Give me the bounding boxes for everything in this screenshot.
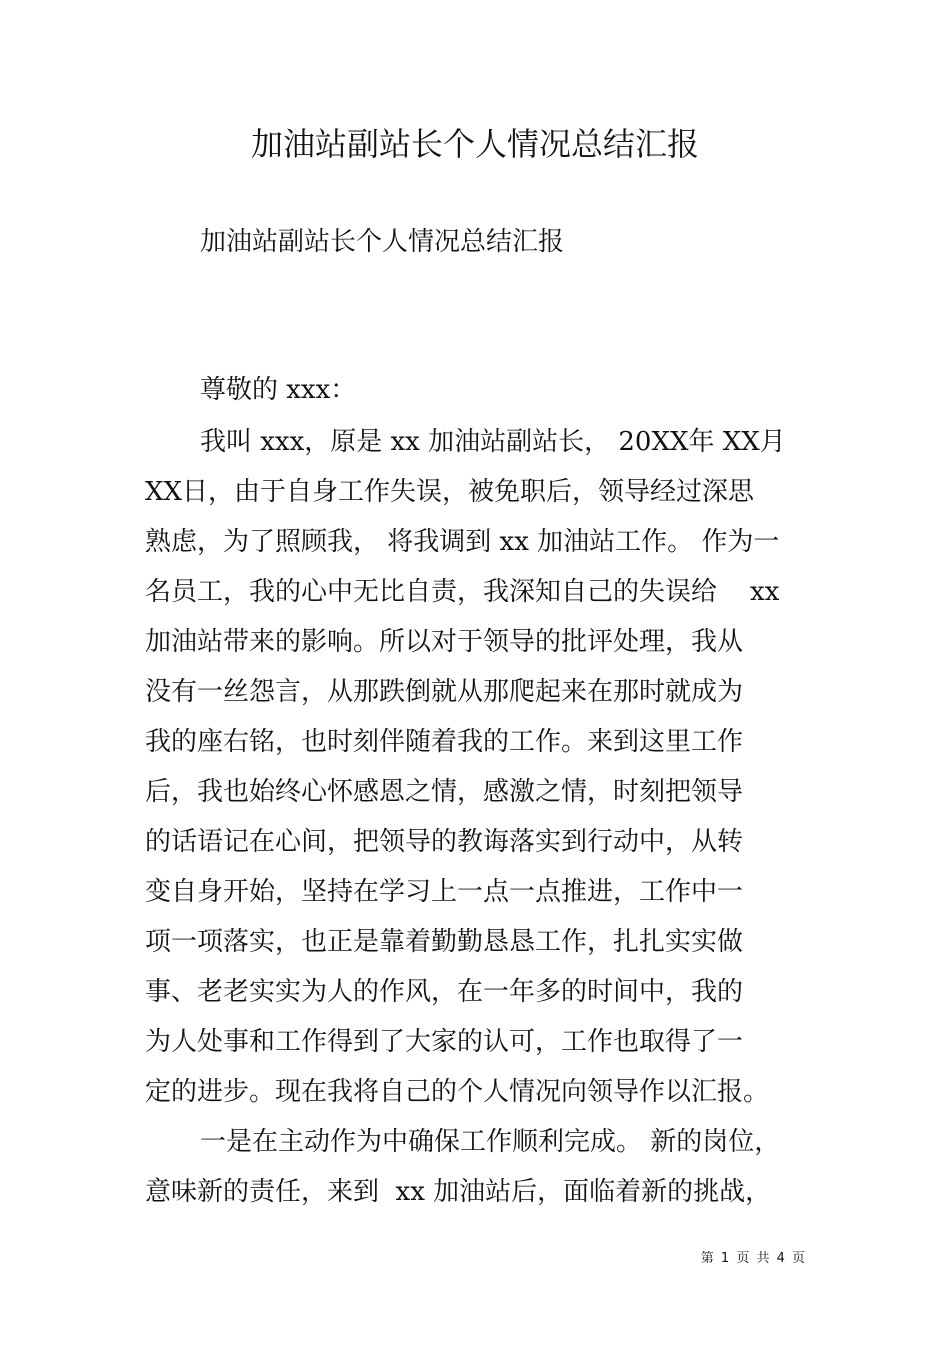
body-line: 后，我也始终心怀感恩之情，感激之情，时刻把领导 [145,777,744,807]
body-line: 没有一丝怨言，从那跌倒就从那爬起来在那时就成为 [145,677,744,707]
body-line: 我的座右铭，也时刻伴随着我的工作。来到这里工作 [145,727,744,757]
body-line: 一是在主动作为中确保工作顺利完成。 新的岗位， [200,1127,781,1157]
body-line: XX日，由于自身工作失误，被免职后，领导经过深思 [145,477,755,507]
body-line: 为人处事和工作得到了大家的认可，工作也取得了一 [145,1027,744,1057]
body-line: 加油站带来的影响。所以对于领导的批评处理，我从 [145,627,744,657]
body-line: 意味新的责任，来到 xx 加油站后，面临着新的挑战， [145,1177,772,1207]
body-line: 名员工，我的心中无比自责，我深知自己的失误给 xx [145,577,780,607]
body-line: 变自身开始，坚持在学习上一点一点推进，工作中一 [145,877,744,907]
document-title: 加油站副站长个人情况总结汇报 [250,125,699,163]
page-indicator: 第 1 页 共 4 页 [700,1251,805,1266]
body-line: 的话语记在心间，把领导的教诲落实到行动中，从转 [145,827,744,857]
body-line: 事、老老实实为人的作风，在一年多的时间中，我的 [145,977,744,1007]
salutation: 尊敬的 xxx： [200,375,357,405]
body-line: 定的进步。现在我将自己的个人情况向领导作以汇报。 [145,1077,770,1107]
body-line: 项一项落实，也正是靠着勤勤恳恳工作，扎扎实实做 [145,927,744,957]
body-line: 熟虑，为了照顾我， 将我调到 xx 加油站工作。 作为一 [145,527,780,557]
document-subtitle: 加油站副站长个人情况总结汇报 [200,227,565,257]
body-line: 我叫 xxx，原是 xx 加油站副站长， 20XX年 XX月 [200,427,786,457]
